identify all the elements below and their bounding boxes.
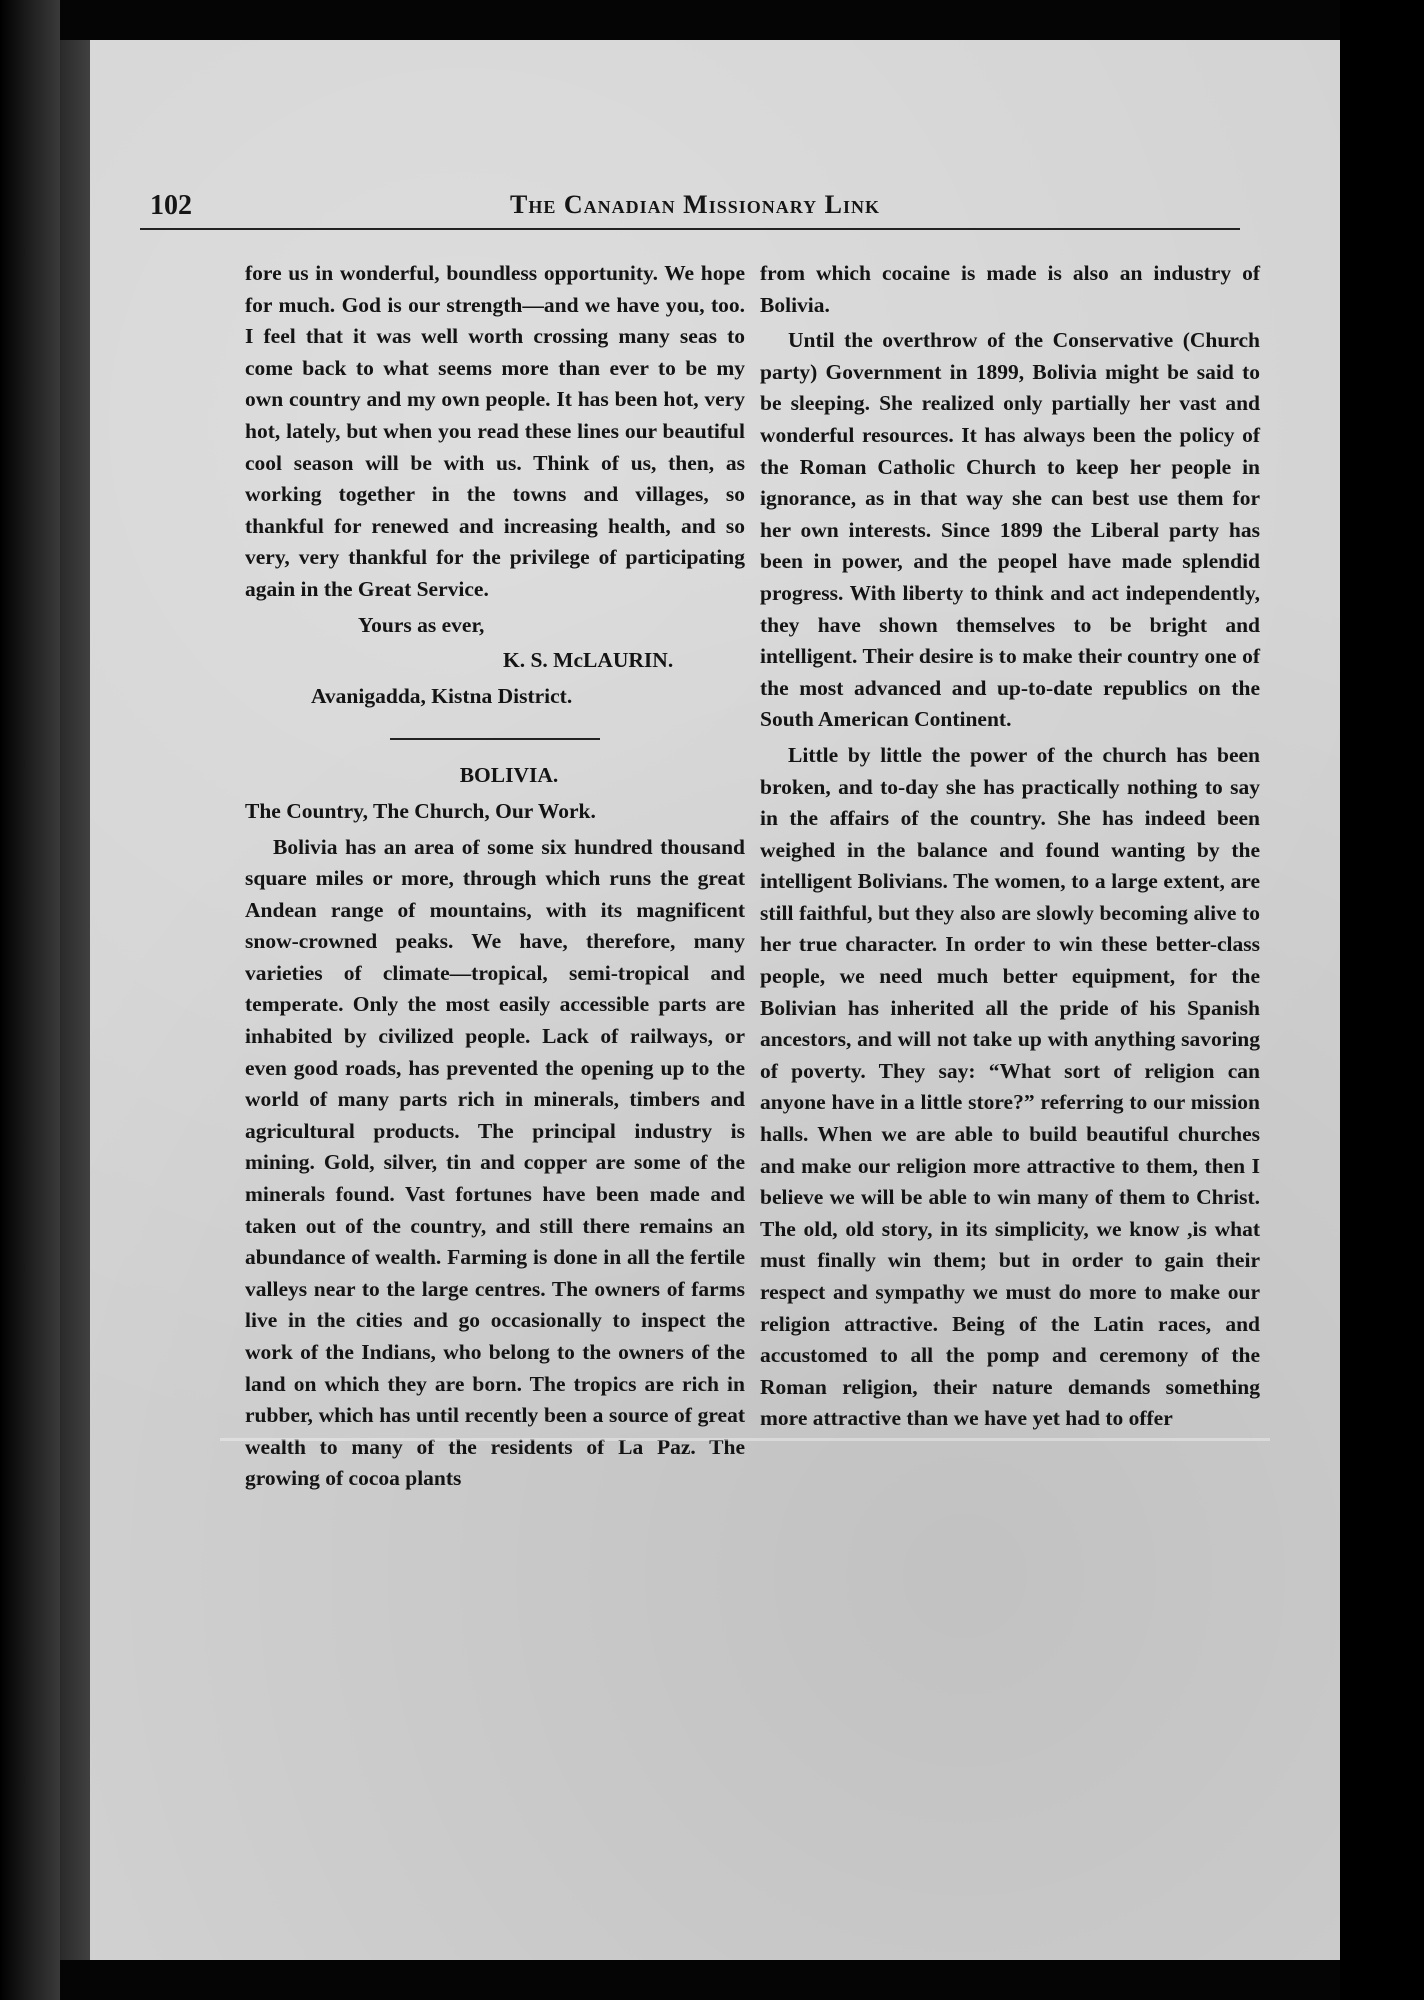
header-rule (140, 228, 1240, 230)
letter-paragraph: fore us in wonderful, boundless opportunity. We hope for much. God is our strength—and we have you, too. I feel that it was well worth crossing many seas to come back to what seems more than ever to be my own country and my own people. It has been hot, very hot, lately, but when you read these lines our beautiful cool season will be with us. Think of us, then, as working together in the towns and villages, so thankful for renewed and increasing health, and so very, very thankful for the privilege of participating again in the Great Service. (245, 261, 745, 601)
right-column (760, 258, 1260, 1435)
section-divider (390, 738, 600, 740)
article-title: BOLIVIA. (459, 763, 559, 788)
article-paragraph: Little by little the power of the church has been broken, and to-day she has practically nothing to say in the affairs of the country. She has indeed been weighed in the balance and found wanting by the intelligent Bolivians. The women, to a large extent, are still faithful, but they also are slowly becoming alive to her true character. In order to win these better-class people, we need much better equipment, for the Bolivian has inherited all the pride of his Spanish ancestors, and will not take up with anything savoring of poverty. They say: “What sort of religion can anyone have in a little store?” referring to our mission halls. When we are able to build beautiful churches and make our religion more attractive to them, then I believe we will be able to win many of them to Christ. The old, old story, in its simplicity, we know ,is what must finally win them; but in order to gain their respect and sympathy we must do more to make our religion attractive. Being of the Latin races, and accustomed to all the pomp and ceremony of the Roman religion, their nature demands something more attractive than we have yet had to offer (760, 742, 1260, 1431)
running-title: The Canadian Missionary Link (510, 190, 880, 219)
page-number: 102 (150, 190, 192, 221)
article-paragraph: Until the overthrow of the Conservative (Church party) Government in 1899, Bolivia might be said to be sleeping. She realized only partially her vast and wonderful resources. It has always been the policy of the Roman Catholic Church to keep her people in ignorance, as in that way she can best use them for her own interests. Since 1899 the Liberal party has been in power, and the peopel have made splendid progress. With liberty to think and act independently, they have shown themselves to be bright and intelligent. Their desire is to make their country one of the most advanced and up-to-date republics on the South American Continent. (760, 328, 1260, 732)
scan-border-left (0, 0, 60, 2000)
article-subtitle: The Country, The Church, Our Work. (245, 798, 596, 823)
scan-artifact-line (220, 1438, 1270, 1441)
scan-border-right (1340, 0, 1424, 2000)
letter-place: Avanigadda, Kistna District. (311, 683, 573, 708)
letter-closing: Yours as ever, (358, 612, 485, 637)
left-column (245, 258, 745, 1495)
page-header (150, 190, 1240, 230)
article-paragraph: from which cocaine is made is also an industry of Bolivia. (760, 261, 1260, 317)
letter-signature: K. S. McLAURIN. (503, 648, 674, 673)
article-paragraph: Bolivia has an area of some six hundred thousand square miles or more, through which runs the great Andean range of mountains, with its magnificent snow-crowned peaks. We have, therefore, many varieties of climate—tropical, semi-tropical and temperate. Only the most easily accessible parts are inhabited by civilized people. Lack of railways, or even good roads, has prevented the opening up to the world of many parts rich in minerals, timbers and agricultural products. The principal industry is mining. Gold, silver, tin and copper are some of the minerals found. Vast fortunes have been made and taken out of the country, and still there remains an abundance of wealth. Farming is done in all the fertile valleys near to the large centres. The owners of farms live in the cities and go occasionally to inspect the work of the Indians, who belong to the owners of the land on which they are born. The tropics are rich in rubber, which has until recently been a source of great wealth to many of the residents of La Paz. The growing of cocoa plants (245, 834, 745, 1491)
